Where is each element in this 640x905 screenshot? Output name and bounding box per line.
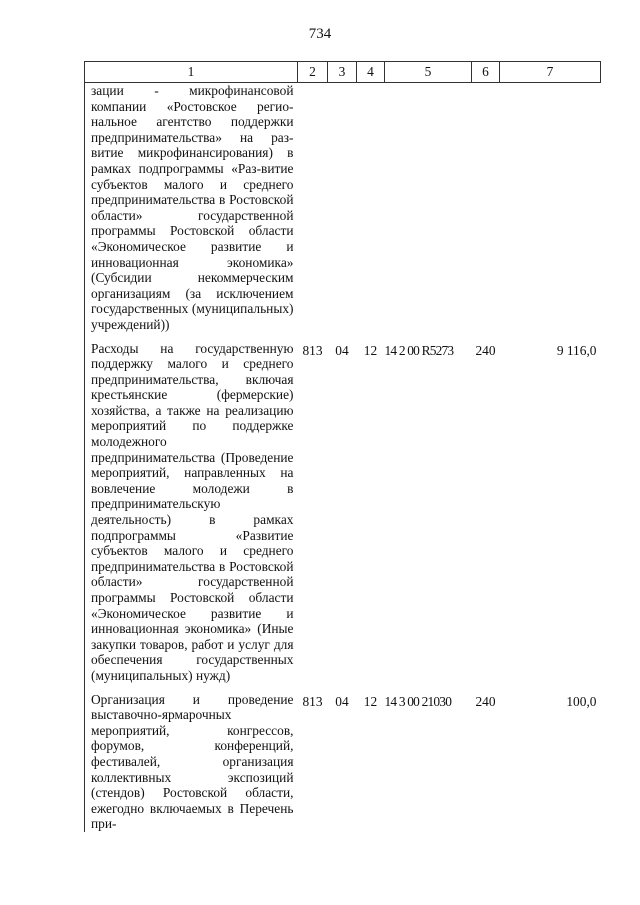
subsection-code: 12	[363, 342, 378, 358]
target-article-code: 14 2 00 R5273	[384, 342, 454, 358]
row-description: Расходы на государственную поддержку малого и среднего предпринимательства, включая крестьянские (фермерские) хозяйства, а также на реализацию мероприятий по поддержке молодежного предпринимательства (Проведение мероприятий, направленных на вовлечение молодежи в предпринимательскую деятельность) в рамках подпрограммы «Развитие субъектов малого и среднего предпринимательства в Ростовской области» государственной программы Ростовской области «Экономическое развитие и инновационная экономика» (Иные закупки товаров, работ и услуг для обеспечения государственных (муниципальных) нужд)	[85, 341, 298, 684]
expense-type-code	[472, 83, 500, 333]
ministry-code: 813	[302, 342, 323, 358]
table-row	[85, 83, 601, 333]
amount: 100,0	[566, 693, 597, 709]
column-header: 7	[500, 62, 601, 83]
page-number: 734	[308, 26, 332, 42]
subsection-code	[357, 83, 385, 333]
target-article-code	[385, 83, 472, 333]
target-article-code: 14 3 00 21030	[384, 693, 452, 709]
table-header-row	[85, 62, 601, 83]
expense-type-code: 240	[475, 693, 496, 709]
subsection-code: 12	[363, 693, 378, 709]
budget-table	[84, 61, 601, 832]
table-row	[85, 341, 601, 684]
ministry-code	[298, 83, 328, 333]
section-code: 04	[335, 693, 349, 709]
row-description: Организация и проведение выставочно-ярмарочных мероприятий, конгрессов, форумов, конференций, фестивалей, организация коллективных экспозиций (стендов) Ростовской области, ежегодно включаемых в Перечень при-	[85, 692, 298, 832]
section-code	[328, 83, 357, 333]
column-header: 2	[298, 62, 328, 83]
column-header: 6	[472, 62, 500, 83]
column-header: 3	[328, 62, 357, 83]
column-header: 5	[385, 62, 472, 83]
row-description: зации - микрофинансовой компании «Ростовское регио-нальное агентство поддержки предпринимательства» на раз-витие микрофинансирования) в рамках подпрограммы «Раз-витие субъектов малого и среднего предпринимательства в Ростовской области» государственной программы Ростовской области «Экономическое развитие и инновационная экономика» (Субсидии некоммерческим организациям (за исключением государственных (муниципальных) учреждений))	[85, 83, 298, 333]
table-row	[85, 692, 601, 832]
column-header: 4	[357, 62, 385, 83]
section-code: 04	[335, 342, 349, 358]
expense-type-code: 240	[475, 342, 496, 358]
amount	[500, 83, 601, 333]
ministry-code: 813	[302, 693, 323, 709]
column-header: 1	[85, 62, 298, 83]
amount: 9 116,0	[556, 342, 597, 358]
